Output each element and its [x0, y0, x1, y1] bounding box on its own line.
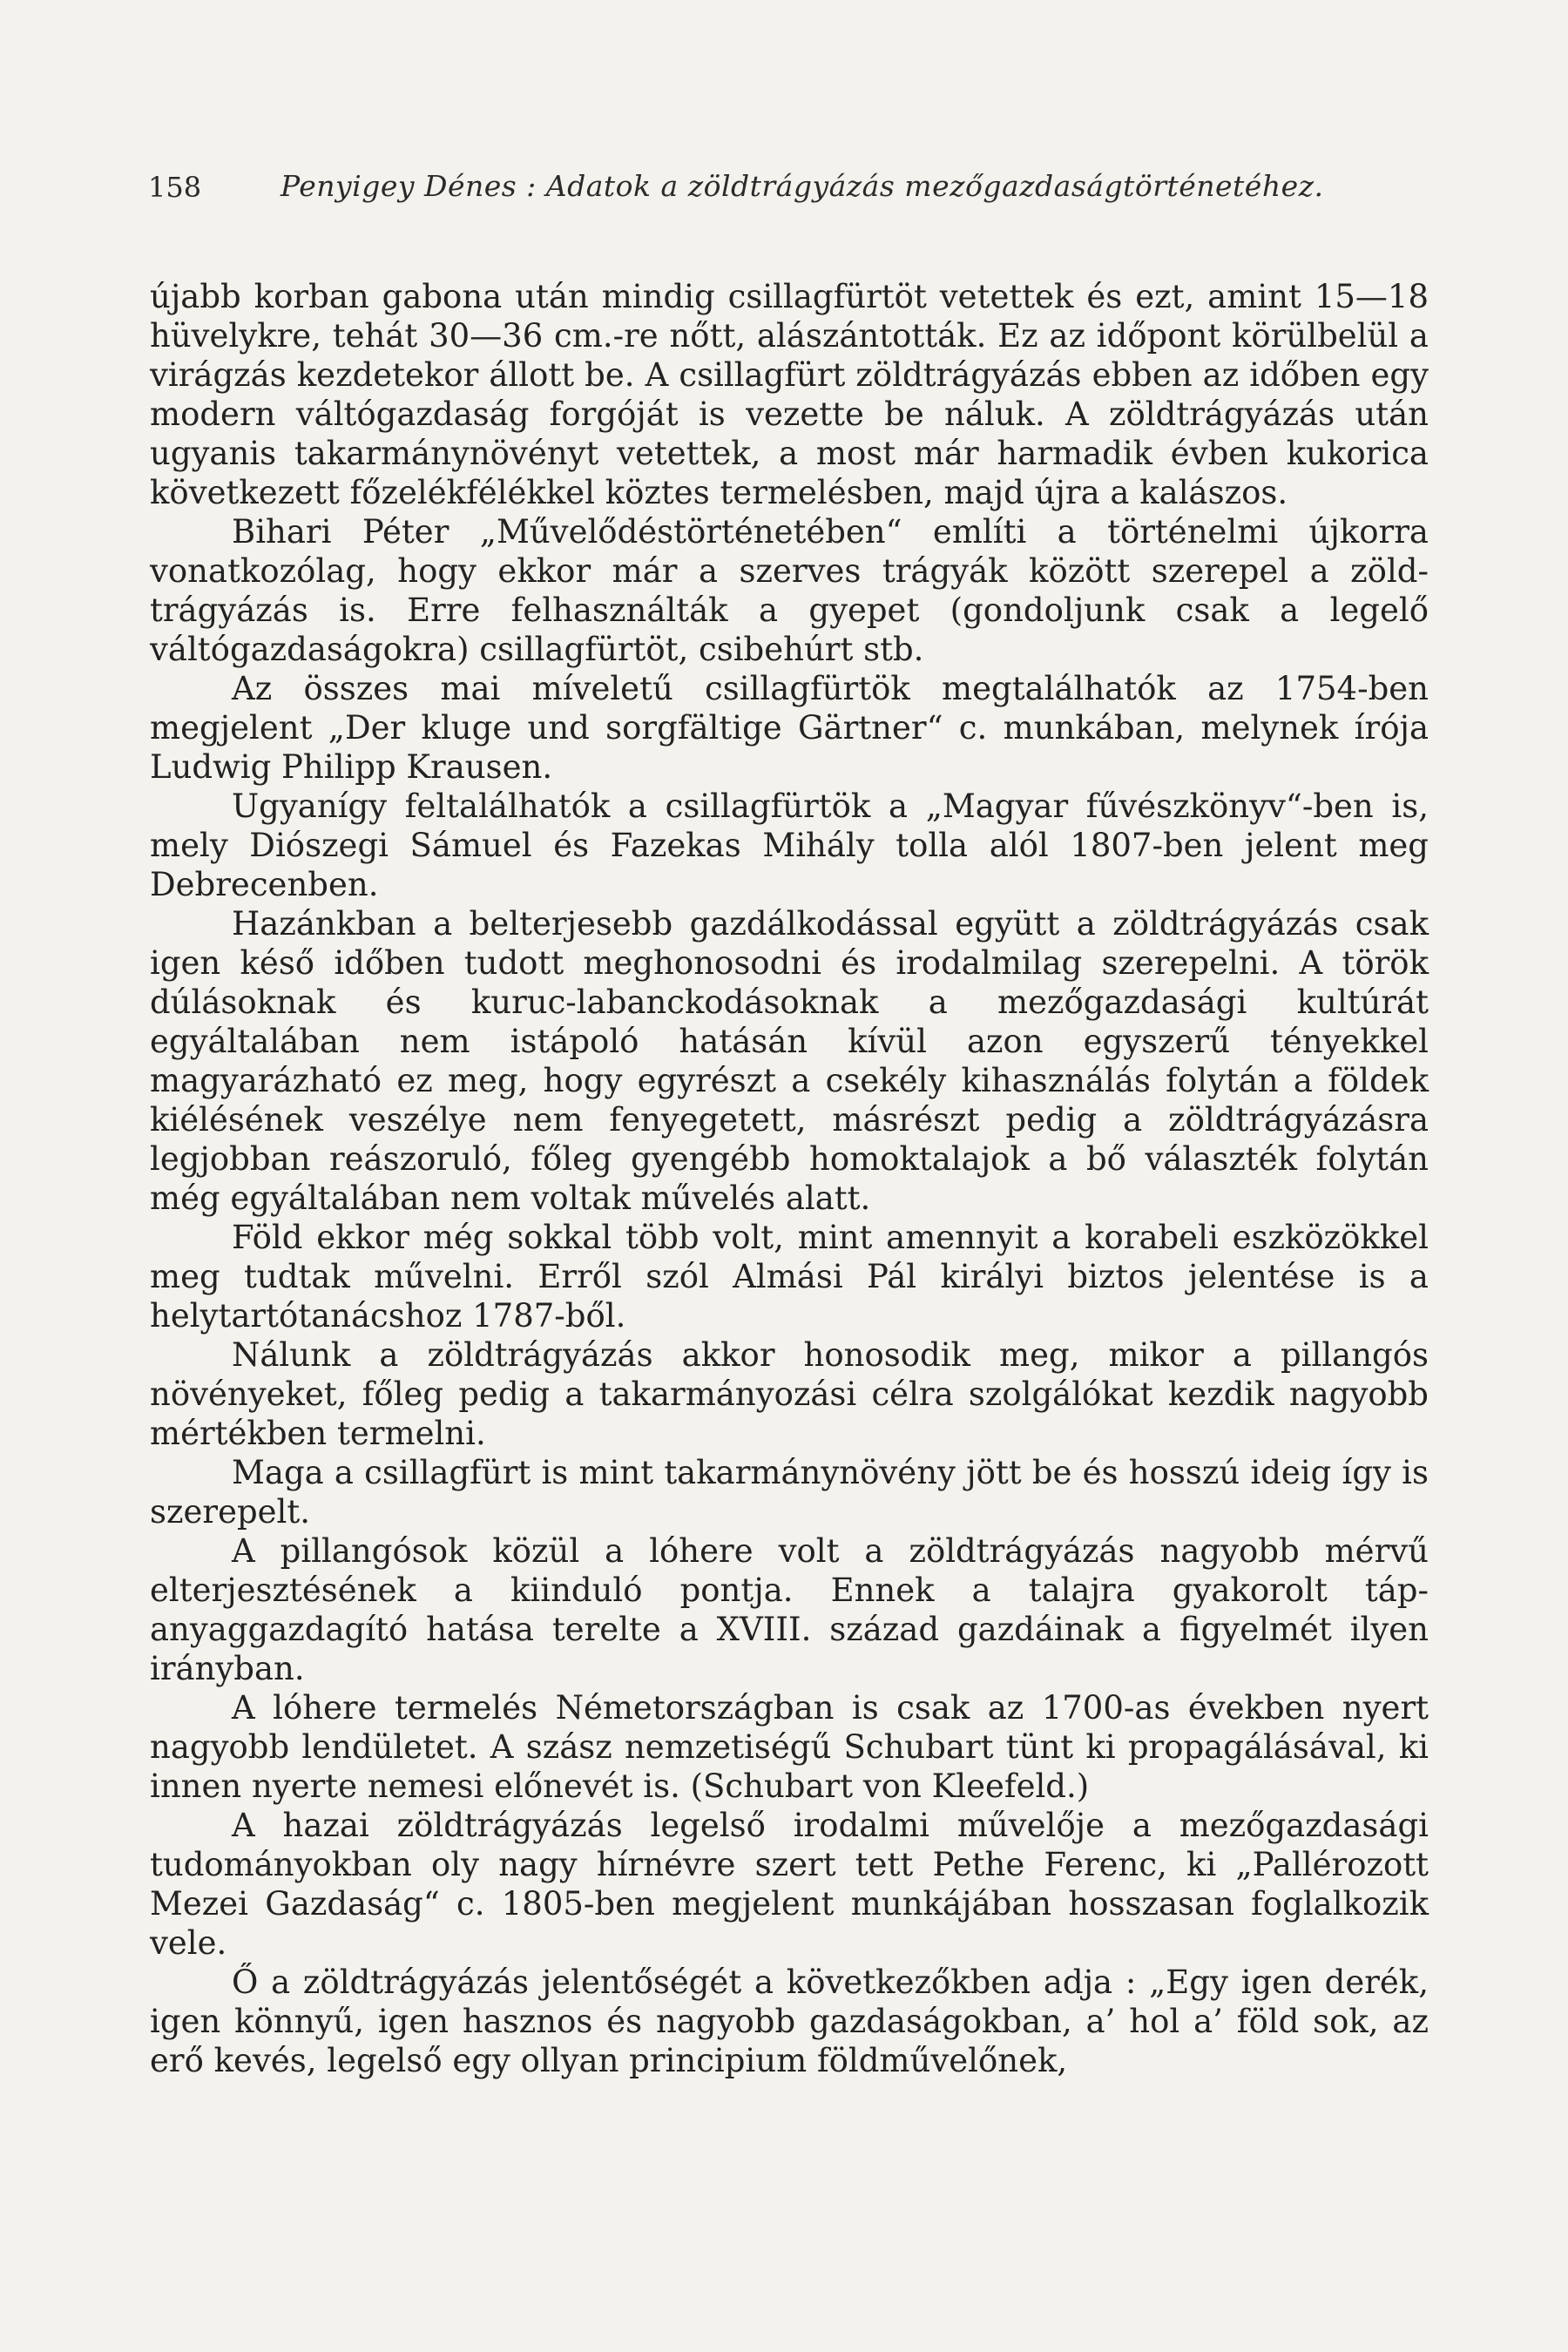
paragraph-8: Maga a csillagfürt is mint takarmánynövény jött be és hosszú ideig így is szerepelt.: [150, 1454, 1429, 1531]
paragraph-12: Ő a zöldtrágyázás jelentőségét a következőkben adja : „Egy igen derék, igen könnyű, igen hasznos és nagyobb gazdaságokban, a’ hol a’ föld sok, az erő kevés, legelső egy ollyan principium földművelőnek,: [150, 1963, 1429, 2079]
paragraph-9: A pillangósok közül a lóhere volt a zöldtrágyázás nagyobb mérvű elterjesztésének a kiinduló pontja. Ennek a talajra gyakorolt tápanyaggazdagító hatása terelte a XVIII. század gazdáinak a figyelmét ilyen irányban.: [150, 1532, 1429, 1687]
body-text: [150, 277, 1429, 2080]
running-head: Penyigey Dénes : Adatok a zöldtrágyázás mezőgazdaságtörténetéhez.: [280, 169, 1324, 203]
paragraph-3: Az összes mai míveletű csillagfürtök megtalálhatók az 1754-ben megjelent „Der kluge und sorgfältige Gärtner“ c. munkában, melynek írója Ludwig Philipp Krausen.: [150, 670, 1429, 786]
page-number: 158: [148, 171, 202, 204]
paragraph-11: A hazai zöldtrágyázás legelső irodalmi művelője a mezőgazdasági tudományokban oly nagy hírnévre szert tett Pethe Ferenc, ki „Pallérozott Mezei Gazdaság“ c. 1805-ben megjelent munkájában hosszasan foglalkozik vele.: [150, 1807, 1429, 1962]
paragraph-10: A lóhere termelés Németországban is csak az 1700-as években nyert nagyobb lendületet. A szász nemzetiségű Schubart tünt ki propagálásával, ki innen nyerte nemesi előnevét is. (Schubart von Kleefeld.): [150, 1689, 1429, 1805]
paragraph-1: újabb korban gabona után mindig csillagfürtöt vetettek és ezt, amint 15—18 hüvelykre, tehát 30—36 cm.-re nőtt, alászántották. Ez az időpont körülbelül a virágzás kezdetekor állott be. A csillagfürt zöldtrágyázás ebben az időben egy modern váltógazdaság forgóját is vezette be náluk. A zöldtrágyázás után ugyanis takarmánynövényt vetettek, a most már harmadik évben kukorica következett főzelékfélékkel köztes termelésben, majd újra a kalászos.: [150, 278, 1429, 511]
paragraph-4: Ugyanígy feltalálhatók a csillagfürtök a „Magyar fűvészkönyv“-ben is, mely Diószegi Sámuel és Fazekas Mihály tolla alól 1807-ben jelent meg Debrecenben.: [150, 787, 1429, 903]
paragraph-5: Hazánkban a belterjesebb gazdálkodással együtt a zöldtrágyázás csak igen késő időben tudott meghonosodni és irodalmilag szerepelni. A török dúlásoknak és kuruc-labanckodásoknak a mezőgazdasági kultúrát egyáltalában nem istápoló hatásán kívül azon egyszerű tényekkel magyarázható ez meg, hogy egyrészt a csekély kihasználás folytán a földek kiélésének veszélye nem fenyegetett, másrészt pedig a zöldtrágyázásra legjobban reászoruló, főleg gyengébb homoktalajok a bő választék folytán még egyáltalában nem voltak művelés alatt.: [150, 905, 1429, 1217]
paragraph-6: Föld ekkor még sokkal több volt, mint amennyit a korabeli eszközökkel meg tudtak művelni. Erről szól Almási Pál királyi biztos jelentése is a helytartótanácshoz 1787-ből.: [150, 1219, 1429, 1335]
page-header: [148, 166, 1437, 218]
paragraph-2: Bihari Péter „Művelődéstörténetében“ említi a történelmi újkorra vonatkozólag, hogy ekkor már a szerves trágyák között szerepel a zöldtrágyázás is. Erre felhasználták a gyepet (gondoljunk csak a legelő váltógazdaságokra) csillagfürtöt, csibehúrt stb.: [150, 513, 1429, 668]
paragraph-7: Nálunk a zöldtrágyázás akkor honosodik meg, mikor a pillangós növényeket, főleg pedig a takarmányozási célra szolgálókat kezdik nagyobb mértékben termelni.: [150, 1336, 1429, 1452]
